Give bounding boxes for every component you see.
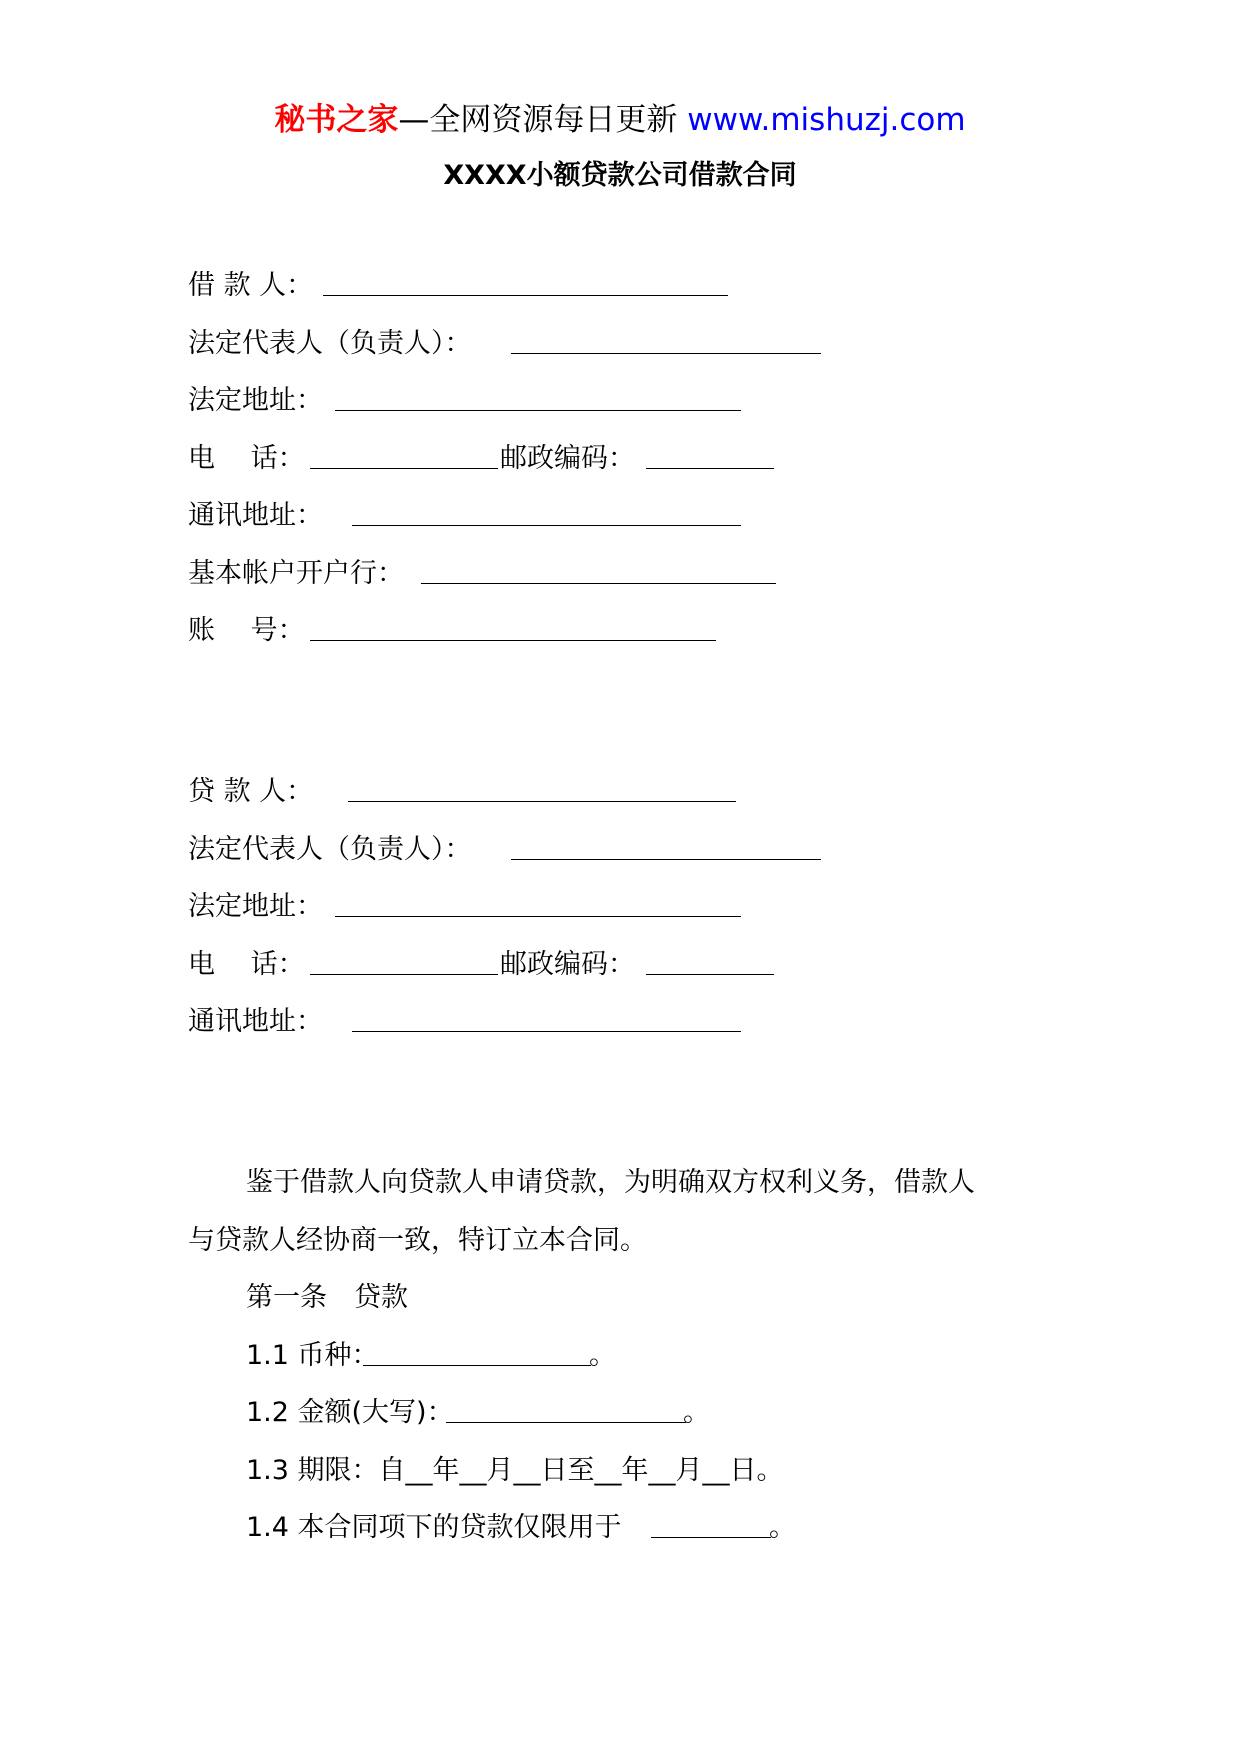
item-1-2-end: 。 [683,1397,710,1428]
lender-phone-blank[interactable] [310,974,498,975]
item-1-4-label: 1.4 本合同项下的贷款仅限用于 [246,1512,622,1543]
lender-address-label: 法定地址： [188,891,323,922]
borrower-rep-label: 法定代表人（负责人）： [188,328,472,359]
lender-mail-label: 通讯地址： [188,1006,323,1037]
item-1-2-label: 1.2 金额(大写)： [246,1397,454,1428]
amount-blank[interactable] [446,1422,686,1423]
borrower-mail-blank[interactable] [352,525,741,526]
borrower-bank-label: 基本帐户开户行： [188,558,404,589]
intro-paragraph-line1: 鉴于借款人向贷款人申请贷款，为明确双方权利义务，借款人 [246,1167,975,1198]
lender-rep-blank[interactable] [511,859,821,860]
lender-mail-blank[interactable] [352,1031,741,1032]
contract-title: XXXX小额贷款公司借款合同 [443,160,797,191]
borrower-bank-blank[interactable] [421,583,776,584]
borrower-account-label: 账 号： [188,615,305,646]
lender-rep-label: 法定代表人（负责人）： [188,834,472,865]
lender-phone-label: 电 话： [188,949,305,980]
borrower-postcode-blank[interactable] [646,468,774,469]
borrower-phone-label: 电 话： [188,443,305,474]
borrower-mail-label: 通讯地址： [188,500,323,531]
borrower-rep-blank[interactable] [511,353,821,354]
lender-name-label: 贷 款 人： [188,776,314,807]
purpose-blank[interactable] [651,1537,771,1538]
borrower-account-blank[interactable] [310,640,716,641]
item-1-3-term: 1.3 期限：自__年__月__日至__年__月__日。 [246,1455,784,1486]
site-header [0,100,1240,140]
lender-postcode-label: 邮政编码： [500,949,635,980]
borrower-name-blank[interactable] [323,295,728,296]
brand-name: 秘书之家 [274,102,399,138]
borrower-postcode-label: 邮政编码： [500,443,635,474]
borrower-address-label: 法定地址： [188,385,323,416]
item-1-1-label: 1.1 币种： [246,1340,379,1371]
article1-title: 第一条 贷款 [246,1282,408,1313]
brand-slogan: —全网资源每日更新 [398,102,678,138]
borrower-address-blank[interactable] [335,410,741,411]
site-url[interactable]: www.mishuzj.com [687,102,966,138]
lender-postcode-blank[interactable] [646,974,774,975]
item-1-4-end: 。 [769,1512,796,1543]
lender-address-blank[interactable] [335,916,741,917]
currency-blank[interactable] [363,1365,591,1366]
lender-name-blank[interactable] [348,801,736,802]
intro-paragraph-line2: 与贷款人经协商一致，特订立本合同。 [188,1225,647,1256]
item-1-1-end: 。 [589,1340,616,1371]
borrower-phone-blank[interactable] [310,468,498,469]
borrower-name-label: 借 款 人： [188,270,314,301]
